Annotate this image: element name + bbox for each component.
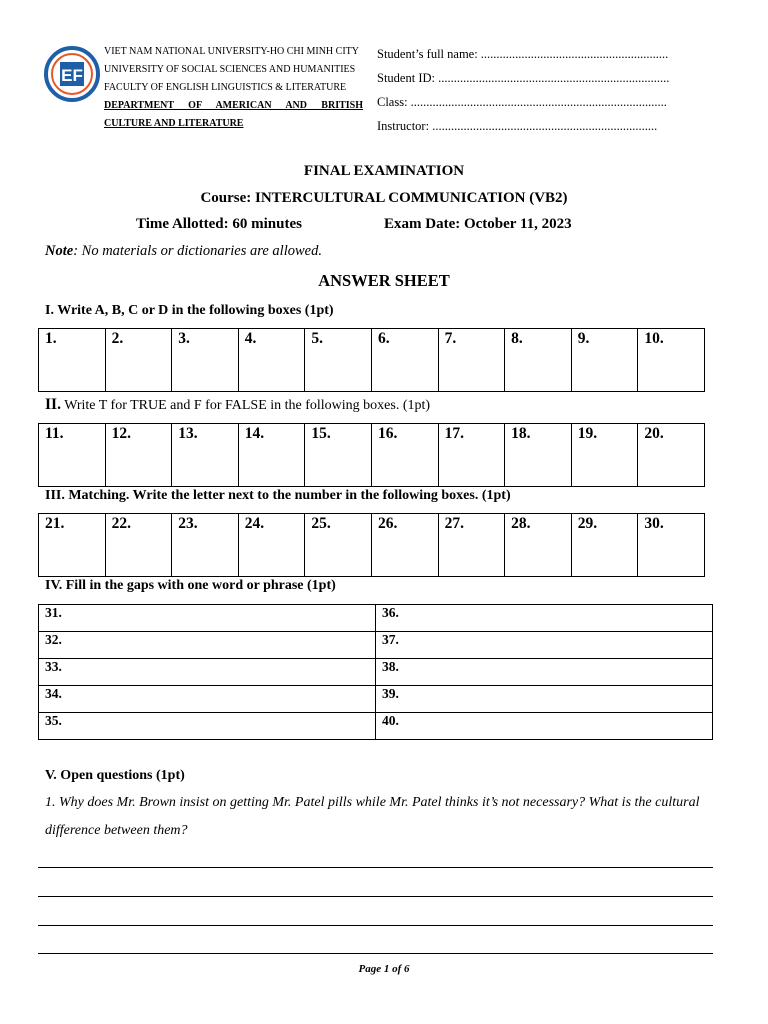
department-line-1: DEPARTMENT OF AMERICAN AND BRITISH <box>104 100 363 111</box>
answer-sheet-title: ANSWER SHEET <box>318 271 450 290</box>
gap-cell[interactable]: 35. <box>39 713 376 740</box>
section-4-title: IV. Fill in the gaps with one word or phrase (1pt) <box>45 578 336 593</box>
section-3-title: III. Matching. Write the letter next to the number in the following boxes. (1pt) <box>45 488 511 503</box>
open-question-1: 1. Why does Mr. Brown insist on getting Mr. Patel pills while Mr. Patel thinks it’s not necessary? What is the cultural difference between them? <box>45 795 700 838</box>
gap-cell[interactable]: 31. <box>39 605 376 632</box>
answer-box[interactable]: 21. <box>39 514 106 577</box>
answer-box[interactable]: 8. <box>505 329 572 392</box>
exam-note <box>45 243 322 260</box>
answer-box[interactable]: 10. <box>638 329 705 392</box>
section-2-answer-boxes <box>38 423 705 487</box>
answer-line[interactable] <box>38 925 713 926</box>
table-row <box>39 713 713 740</box>
faculty-line: FACULTY OF ENGLISH LINGUISTICS & LITERATURE <box>104 82 347 93</box>
course-title: Course: INTERCULTURAL COMMUNICATION (VB2) <box>200 190 568 206</box>
svg-text:EF: EF <box>61 66 83 85</box>
note-label: Note <box>45 243 74 259</box>
university-line-1: VIET NAM NATIONAL UNIVERSITY-HO CHI MINH CITY <box>104 46 359 57</box>
gap-cell[interactable]: 32. <box>39 632 376 659</box>
answer-box[interactable]: 6. <box>371 329 438 392</box>
answer-box[interactable]: 22. <box>105 514 172 577</box>
answer-line[interactable] <box>38 896 713 897</box>
section-1-title: I. Write A, B, C or D in the following boxes (1pt) <box>45 303 334 318</box>
department-line-2: CULTURE AND LITERATURE <box>104 118 244 129</box>
note-text: : No materials or dictionaries are allowed. <box>73 243 322 259</box>
table-row <box>39 632 713 659</box>
gap-cell[interactable]: 38. <box>376 659 713 686</box>
student-id-field[interactable]: Student ID: .......................................................................... <box>377 71 670 85</box>
exam-title: FINAL EXAMINATION <box>303 163 465 179</box>
university-line-2: UNIVERSITY OF SOCIAL SCIENCES AND HUMANITIES <box>104 64 356 75</box>
table-row <box>39 686 713 713</box>
page-number: Page 1 of 6 <box>358 963 410 975</box>
section-2-roman: II. <box>45 396 61 413</box>
answer-box[interactable]: 5. <box>305 329 372 392</box>
answer-box[interactable]: 17. <box>438 424 505 487</box>
answer-box[interactable]: 28. <box>505 514 572 577</box>
answer-box[interactable]: 18. <box>505 424 572 487</box>
answer-box[interactable]: 7. <box>438 329 505 392</box>
table-row <box>39 659 713 686</box>
answer-box[interactable]: 4. <box>238 329 305 392</box>
answer-box[interactable]: 24. <box>238 514 305 577</box>
time-allotted: Time Allotted: 60 minutes <box>136 216 302 232</box>
gap-cell[interactable]: 37. <box>376 632 713 659</box>
answer-box[interactable]: 1. <box>39 329 106 392</box>
section-3-answer-boxes <box>38 513 705 577</box>
answer-box[interactable]: 13. <box>172 424 239 487</box>
gap-cell[interactable]: 34. <box>39 686 376 713</box>
answer-box[interactable]: 14. <box>238 424 305 487</box>
answer-box[interactable]: 2. <box>105 329 172 392</box>
section-2-title <box>45 396 430 414</box>
exam-date: Exam Date: October 11, 2023 <box>384 216 572 232</box>
answer-box[interactable]: 12. <box>105 424 172 487</box>
answer-box[interactable]: 9. <box>571 329 638 392</box>
gap-cell[interactable]: 33. <box>39 659 376 686</box>
answer-box[interactable]: 29. <box>571 514 638 577</box>
table-row <box>39 605 713 632</box>
instructor-field[interactable]: Instructor: ........................................................................ <box>377 119 658 133</box>
section-1-answer-boxes <box>38 328 705 392</box>
answer-box[interactable]: 26. <box>371 514 438 577</box>
answer-box[interactable]: 16. <box>371 424 438 487</box>
class-field[interactable]: Class: .................................................................................. <box>377 95 667 109</box>
answer-box[interactable]: 25. <box>305 514 372 577</box>
answer-line[interactable] <box>38 953 713 954</box>
answer-box[interactable]: 11. <box>39 424 106 487</box>
gap-cell[interactable]: 36. <box>376 605 713 632</box>
student-name-field[interactable]: Student’s full name: ............................................................ <box>377 47 669 61</box>
answer-box[interactable]: 3. <box>172 329 239 392</box>
gap-cell[interactable]: 40. <box>376 713 713 740</box>
section-2-text: Write T for TRUE and F for FALSE in the following boxes. (1pt) <box>60 398 431 413</box>
section-4-gap-table <box>38 604 713 740</box>
answer-box[interactable]: 23. <box>172 514 239 577</box>
answer-box[interactable]: 15. <box>305 424 372 487</box>
answer-box[interactable]: 27. <box>438 514 505 577</box>
answer-box[interactable]: 19. <box>571 424 638 487</box>
answer-box[interactable]: 30. <box>638 514 705 577</box>
answer-line[interactable] <box>38 867 713 868</box>
university-logo <box>44 46 100 102</box>
answer-box[interactable]: 20. <box>638 424 705 487</box>
section-5-title: V. Open questions (1pt) <box>45 768 185 783</box>
gap-cell[interactable]: 39. <box>376 686 713 713</box>
